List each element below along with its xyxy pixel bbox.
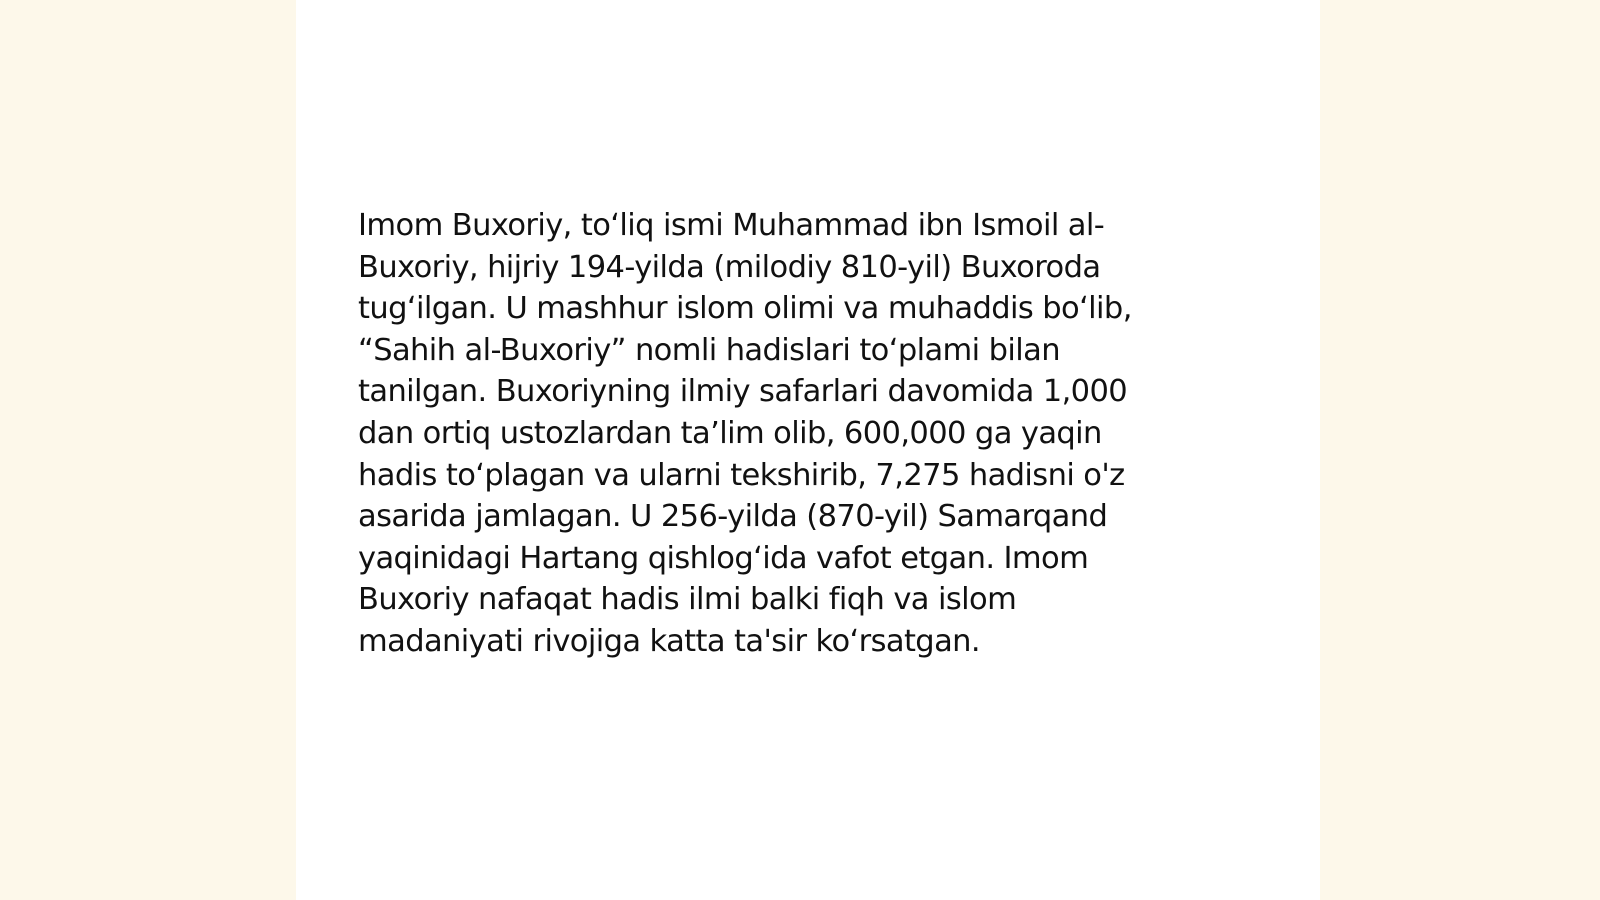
paragraph-line: tanilgan. Buxoriyning ilmiy safarlari davomida 1,000 xyxy=(358,374,1128,410)
paragraph-line: “Sahih al-Buxoriy” nomli hadislari to‘plami bilan xyxy=(358,332,1060,368)
body-paragraph xyxy=(358,205,1228,663)
paragraph-line: madaniyati rivojiga katta ta'sir ko‘rsatgan. xyxy=(358,623,980,659)
paragraph-line: Buxoriy, hijriy 194-yilda (milodiy 810-yil) Buxoroda xyxy=(358,249,1101,285)
paragraph-line: hadis to‘plagan va ularni tekshirib, 7,275 hadisni o'z xyxy=(358,457,1125,493)
paragraph-line: Imom Buxoriy, to‘liq ismi Muhammad ibn Ismoil al- xyxy=(358,208,1105,243)
paragraph-line: Buxoriy nafaqat hadis ilmi balki fiqh va islom xyxy=(358,582,1017,618)
paragraph-line: asarida jamlagan. U 256-yilda (870-yil) Samarqand xyxy=(358,499,1108,535)
document-sheet xyxy=(296,0,1320,900)
paragraph-line: dan ortiq ustozlardan ta’lim olib, 600,000 ga yaqin xyxy=(358,415,1102,451)
paragraph-line: yaqinidagi Hartang qishlog‘ida vafot etgan. Imom xyxy=(358,540,1089,576)
paragraph-line: tug‘ilgan. U mashhur islom olimi va muhaddis bo‘lib, xyxy=(358,291,1132,327)
